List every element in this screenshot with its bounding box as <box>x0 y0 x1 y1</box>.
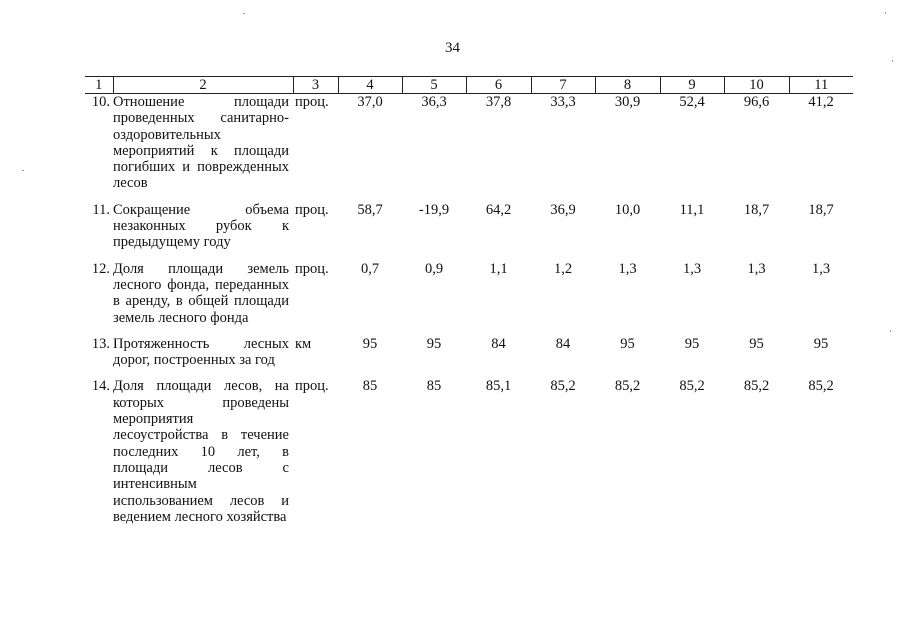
header-cell: 2 <box>113 77 293 94</box>
value-cell: 36,9 <box>550 201 576 218</box>
header-cell: 11 <box>789 77 853 94</box>
value-cell: 33,3 <box>550 94 576 110</box>
header-cell: 6 <box>466 77 531 94</box>
value-cell: 41,2 <box>808 94 834 110</box>
unit: проц. <box>295 94 329 110</box>
value-cell: 85,1 <box>485 378 512 395</box>
value-cell: 95 <box>749 335 764 352</box>
header-cell: 5 <box>402 77 466 94</box>
value-cell: 84 <box>555 335 571 352</box>
row-number: 13. <box>91 335 110 352</box>
unit: проц. <box>295 201 329 218</box>
header-cell: 7 <box>531 77 595 94</box>
row-number: 11. <box>92 201 110 218</box>
scan-mark <box>22 170 24 171</box>
table-row <box>85 336 853 369</box>
unit: км <box>295 335 312 352</box>
value-cell: 85,2 <box>550 378 576 395</box>
table-body <box>85 94 853 526</box>
indicator-name: Сокращение объема незаконных рубок к предыдущему году <box>113 201 289 251</box>
value-cell: 85,2 <box>808 378 834 395</box>
value-cell: 1,3 <box>811 260 831 277</box>
indicators-table <box>85 76 853 525</box>
unit: проц. <box>295 260 329 277</box>
value-cell: 37,0 <box>357 94 383 110</box>
value-cell: 1,1 <box>489 260 508 277</box>
row-spacer <box>85 326 853 336</box>
indicator-name: Отношение площади проведенных санитарно-оздоровительных мероприятий к площади погибших и поврежденных лесов <box>113 94 289 192</box>
scan-mark <box>892 60 893 62</box>
value-cell: 95 <box>426 335 442 352</box>
value-cell: 18,7 <box>808 201 834 218</box>
unit: проц. <box>295 378 329 395</box>
header-cell: 4 <box>338 77 402 94</box>
value-cell: 85 <box>362 378 378 395</box>
value-cell: 85,2 <box>743 378 770 395</box>
page-number: 34 <box>445 40 460 56</box>
header-cell: 10 <box>724 77 789 94</box>
value-cell: -19,9 <box>418 201 450 218</box>
value-cell: 10,0 <box>614 201 641 218</box>
value-cell: 30,9 <box>614 94 641 110</box>
value-cell: 64,2 <box>485 201 512 218</box>
table-row <box>85 202 853 251</box>
value-cell: 84 <box>491 335 506 352</box>
indicator-name: Протяженность лесных дорог, построенных за год <box>113 335 289 369</box>
row-number: 14. <box>91 378 110 395</box>
header-cell: 1 <box>85 77 113 94</box>
header-cell: 8 <box>595 77 660 94</box>
value-cell: 58,7 <box>357 201 383 218</box>
row-number: 12. <box>91 260 110 277</box>
header-cell: 3 <box>293 77 338 94</box>
value-cell: 1,3 <box>682 260 702 277</box>
value-cell: 96,6 <box>743 94 770 110</box>
table-row <box>85 261 853 326</box>
value-cell: 0,7 <box>360 260 380 277</box>
scan-mark <box>890 330 891 332</box>
value-cell: 1,2 <box>553 260 573 277</box>
table-row <box>85 378 853 525</box>
table-row <box>85 94 853 192</box>
value-cell: 0,9 <box>424 260 444 277</box>
value-cell: 11,1 <box>679 201 705 218</box>
row-spacer <box>85 192 853 202</box>
value-cell: 95 <box>813 335 829 352</box>
scan-mark <box>885 12 886 14</box>
value-cell: 95 <box>620 335 635 352</box>
value-cell: 1,3 <box>747 260 766 277</box>
value-cell: 52,4 <box>679 94 705 110</box>
header-row <box>85 77 853 94</box>
scan-mark <box>243 13 245 14</box>
value-cell: 37,8 <box>485 94 512 110</box>
row-spacer <box>85 368 853 378</box>
value-cell: 95 <box>684 335 700 352</box>
table-header <box>85 77 853 94</box>
value-cell: 36,3 <box>421 94 447 110</box>
row-number: 10. <box>91 94 110 110</box>
indicator-name: Доля площади земель лесного фонда, переданных в аренду, в общей площади земель лесного фонда <box>113 260 289 326</box>
value-cell: 85 <box>426 378 442 395</box>
header-cell: 9 <box>660 77 724 94</box>
value-cell: 85,2 <box>679 378 705 395</box>
indicator-name: Доля площади лесов, на которых проведены мероприятия лесоустройства в течение последних 10 лет, в площади лесов с интенсивным использованием лесов и ведением лесного хозяйства <box>113 378 289 525</box>
value-cell: 1,3 <box>618 260 637 277</box>
value-cell: 85,2 <box>614 378 641 395</box>
value-cell: 95 <box>362 335 378 352</box>
value-cell: 18,7 <box>743 201 770 218</box>
row-spacer <box>85 251 853 261</box>
